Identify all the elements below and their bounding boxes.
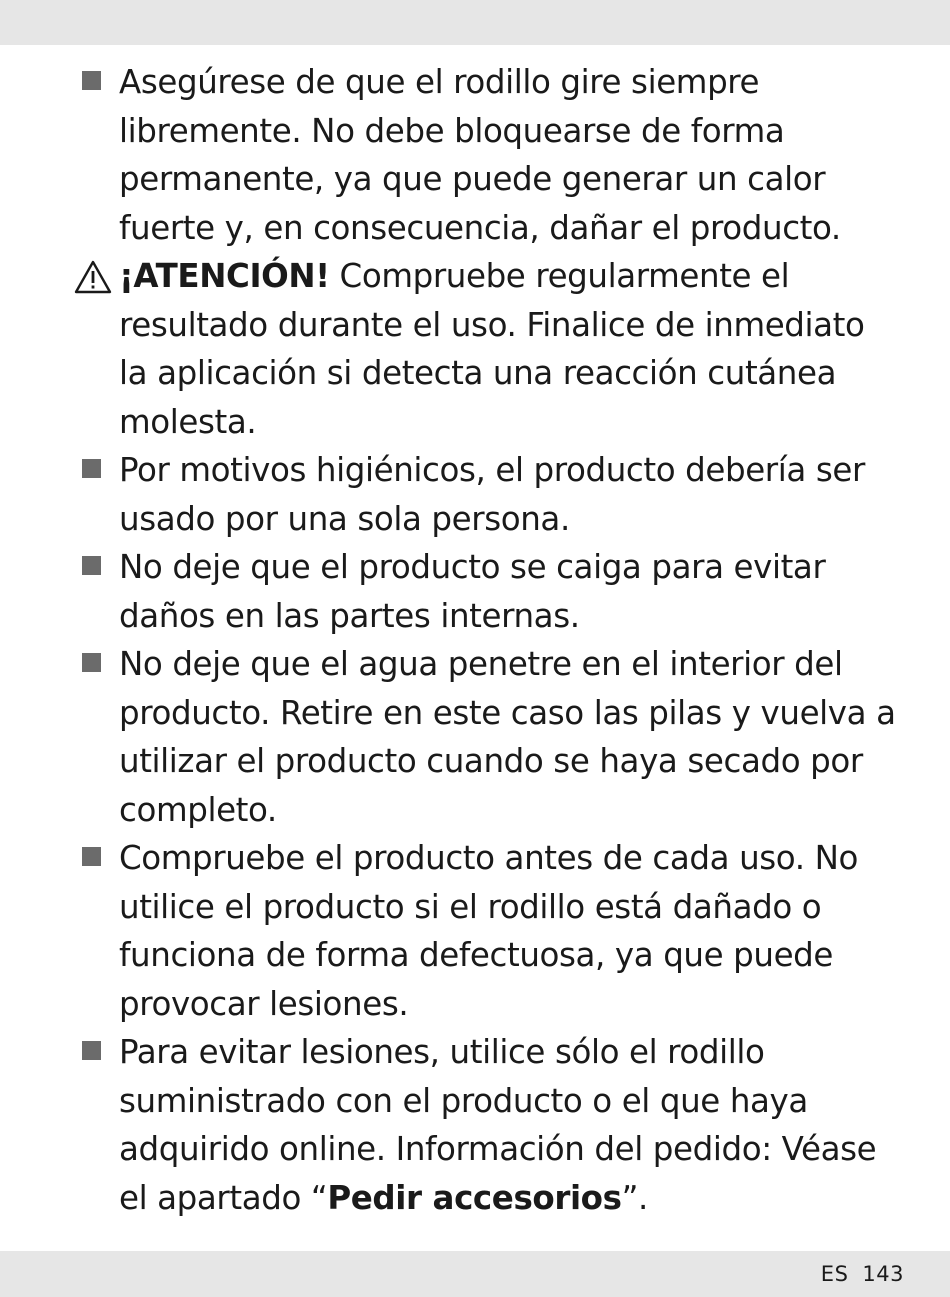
list-item — [0, 58, 950, 252]
list-item — [0, 1028, 950, 1222]
square-bullet-icon — [82, 653, 101, 672]
warning-item — [0, 252, 950, 446]
item-text: Asegúrese de que el rodillo gire siempre libremente. No debe bloquearse de forma permanente, ya que puede generar un calor fuerte y, en consecuencia, dañar el producto. — [119, 63, 841, 247]
accessories-reference: Pedir accesorios — [327, 1178, 622, 1217]
item-text: No deje que el agua penetre en el interior del producto. Retire en este caso las pilas y vuelva a utilizar el producto cuando se haya secado por completo. — [119, 645, 896, 829]
page-number: 143 — [862, 1262, 904, 1286]
item-text: Por motivos higiénicos, el producto debería ser usado por una sola persona. — [119, 451, 865, 538]
footer-band — [0, 1251, 950, 1297]
square-bullet-icon — [82, 71, 101, 90]
header-band — [0, 0, 950, 45]
item-text: Compruebe el producto antes de cada uso. No utilice el producto si el rodillo está dañado o funciona de forma defectuosa, ya que puede provocar lesiones. — [119, 839, 858, 1023]
square-bullet-icon — [82, 459, 101, 478]
list-item — [0, 640, 950, 834]
list-item — [0, 543, 950, 640]
square-bullet-icon — [82, 1041, 101, 1060]
warning-heading: ¡ATENCIÓN! — [119, 257, 330, 295]
list-item — [0, 834, 950, 1028]
item-text-after: ”. — [621, 1178, 648, 1217]
list-item — [0, 446, 950, 543]
warning-text: Compruebe regularmente el resultado durante el uso. Finalice de inmediato la aplicación si detecta una reacción cutánea molesta. — [119, 257, 865, 441]
language-code: ES — [820, 1262, 849, 1286]
item-text: No deje que el producto se caiga para evitar daños en las partes internas. — [119, 548, 826, 635]
page-footer — [821, 1262, 904, 1286]
warning-triangle-icon — [74, 260, 112, 294]
item-text-before: Para evitar lesiones, utilice sólo el rodillo suministrado con el producto o el que haya adquirido online. Información del pedido: Véase el apartado “ — [119, 1033, 877, 1217]
safety-instructions-list — [0, 58, 950, 1222]
square-bullet-icon — [82, 556, 101, 575]
square-bullet-icon — [82, 847, 101, 866]
